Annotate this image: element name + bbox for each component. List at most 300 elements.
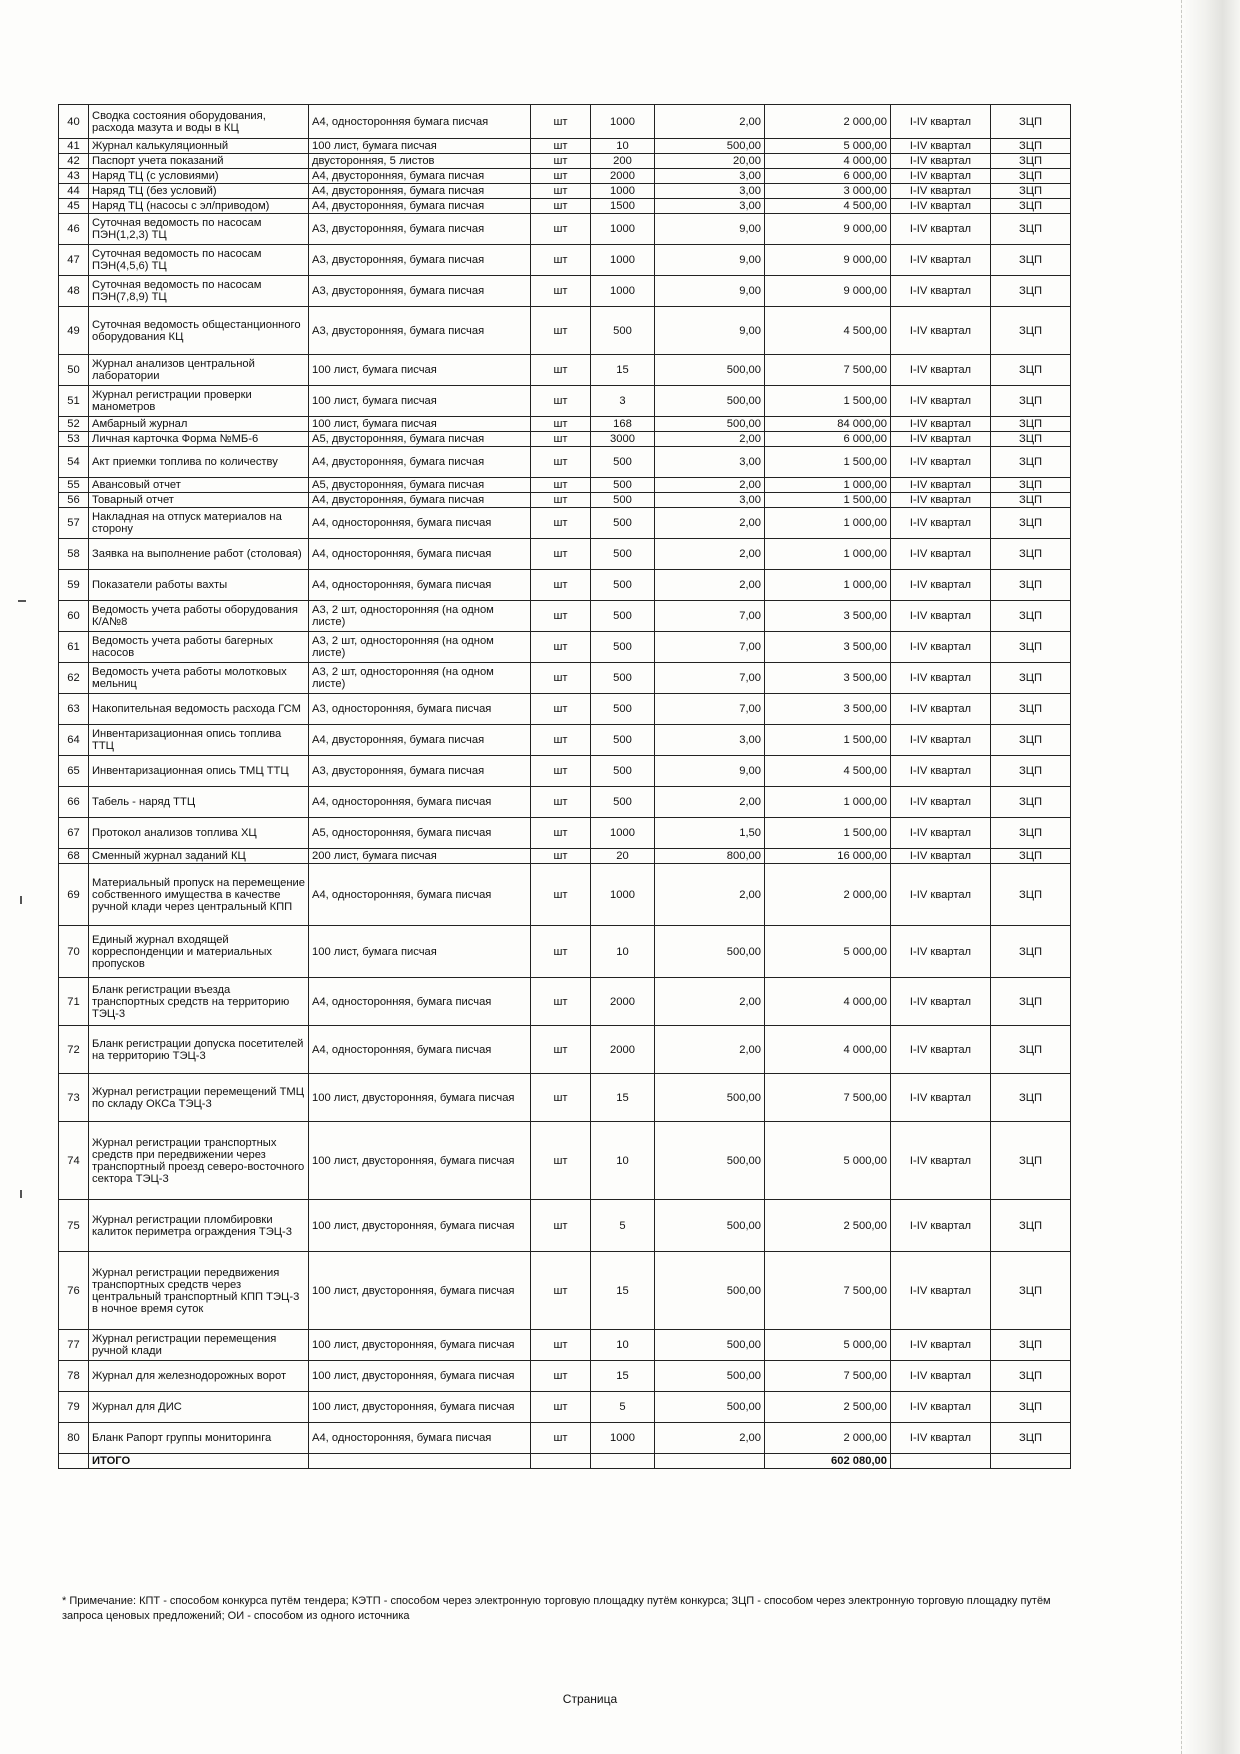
quantity-cell: 1000 (591, 864, 655, 926)
quantity-cell: 500 (591, 632, 655, 663)
delivery-period-cell: I-IV квартал (891, 1423, 991, 1454)
amount-cell: 4 500,00 (765, 756, 891, 787)
delivery-period-cell: I-IV квартал (891, 169, 991, 184)
row-number-cell: 65 (59, 756, 89, 787)
procurement-method-cell: ЗЦП (991, 214, 1071, 245)
unit-price-cell: 500,00 (655, 1392, 765, 1423)
procurement-method-cell: ЗЦП (991, 432, 1071, 447)
procurement-method-cell: ЗЦП (991, 849, 1071, 864)
unit-cell: шт (531, 1200, 591, 1252)
item-name-cell: Заявка на выполнение работ (столовая) (89, 539, 309, 570)
item-name-cell: Сводка состояния оборудования, расхода мазута и воды в КЦ (89, 105, 309, 139)
item-spec-cell: А4, односторонняя, бумага писчая (309, 787, 531, 818)
unit-cell: шт (531, 493, 591, 508)
procurement-method-cell: ЗЦП (991, 570, 1071, 601)
table-row (59, 864, 1071, 926)
unit-price-cell: 9,00 (655, 276, 765, 307)
quantity-cell: 500 (591, 493, 655, 508)
amount-cell: 4 000,00 (765, 154, 891, 169)
quantity-cell: 200 (591, 154, 655, 169)
amount-cell: 5 000,00 (765, 1122, 891, 1200)
quantity-cell: 10 (591, 1122, 655, 1200)
unit-price-cell: 7,00 (655, 632, 765, 663)
row-number-cell: 63 (59, 694, 89, 725)
procurement-method-cell: ЗЦП (991, 245, 1071, 276)
procurement-method-cell: ЗЦП (991, 787, 1071, 818)
quantity-cell: 500 (591, 725, 655, 756)
procurement-method-cell: ЗЦП (991, 139, 1071, 154)
amount-cell: 5 000,00 (765, 139, 891, 154)
table-row (59, 355, 1071, 386)
row-number-cell: 57 (59, 508, 89, 539)
delivery-period-cell: I-IV квартал (891, 105, 991, 139)
quantity-cell: 2000 (591, 169, 655, 184)
unit-cell: шт (531, 1361, 591, 1392)
procurement-method-cell: ЗЦП (991, 307, 1071, 355)
table-row (59, 245, 1071, 276)
total-blank-cell (59, 1454, 89, 1469)
item-spec-cell: А3, 2 шт, односторонняя (на одном листе) (309, 663, 531, 694)
amount-cell: 2 500,00 (765, 1200, 891, 1252)
unit-price-cell: 3,00 (655, 169, 765, 184)
item-name-cell: Амбарный журнал (89, 417, 309, 432)
row-number-cell: 80 (59, 1423, 89, 1454)
table-row (59, 725, 1071, 756)
amount-cell: 1 000,00 (765, 570, 891, 601)
unit-cell: шт (531, 508, 591, 539)
row-number-cell: 78 (59, 1361, 89, 1392)
table-row (59, 663, 1071, 694)
quantity-cell: 500 (591, 478, 655, 493)
quantity-cell: 5 (591, 1392, 655, 1423)
item-spec-cell: 100 лист, бумага писчая (309, 417, 531, 432)
delivery-period-cell: I-IV квартал (891, 570, 991, 601)
item-name-cell: Ведомость учета работы молотковых мельниц (89, 663, 309, 694)
row-number-cell: 79 (59, 1392, 89, 1423)
item-spec-cell: А5, односторонняя, бумага писчая (309, 818, 531, 849)
amount-cell: 1 500,00 (765, 725, 891, 756)
amount-cell: 7 500,00 (765, 355, 891, 386)
item-spec-cell: 200 лист, бумага писчая (309, 849, 531, 864)
row-number-cell: 49 (59, 307, 89, 355)
quantity-cell: 500 (591, 694, 655, 725)
delivery-period-cell: I-IV квартал (891, 139, 991, 154)
unit-price-cell: 2,00 (655, 787, 765, 818)
unit-price-cell: 2,00 (655, 508, 765, 539)
amount-cell: 2 000,00 (765, 1423, 891, 1454)
unit-price-cell: 500,00 (655, 417, 765, 432)
procurement-method-cell: ЗЦП (991, 1330, 1071, 1361)
procurement-table (58, 104, 1071, 1469)
item-spec-cell: А3, 2 шт, односторонняя (на одном листе) (309, 632, 531, 663)
delivery-period-cell: I-IV квартал (891, 276, 991, 307)
item-name-cell: Материальный пропуск на перемещение собственного имущества в качестве ручной клади через центральный КПП (89, 864, 309, 926)
unit-price-cell: 7,00 (655, 663, 765, 694)
amount-cell: 1 000,00 (765, 478, 891, 493)
unit-price-cell: 500,00 (655, 1074, 765, 1122)
procurement-method-cell: ЗЦП (991, 154, 1071, 169)
table-row (59, 1361, 1071, 1392)
table-row (59, 849, 1071, 864)
row-number-cell: 45 (59, 199, 89, 214)
unit-cell: шт (531, 105, 591, 139)
amount-cell: 1 000,00 (765, 787, 891, 818)
row-number-cell: 55 (59, 478, 89, 493)
item-name-cell: Ведомость учета работы багерных насосов (89, 632, 309, 663)
amount-cell: 2 000,00 (765, 864, 891, 926)
item-spec-cell: А3, двусторонняя, бумага писчая (309, 276, 531, 307)
quantity-cell: 5 (591, 1200, 655, 1252)
table-row (59, 276, 1071, 307)
procurement-method-cell: ЗЦП (991, 725, 1071, 756)
total-blank-cell (655, 1454, 765, 1469)
table-row (59, 632, 1071, 663)
unit-cell: шт (531, 276, 591, 307)
quantity-cell: 10 (591, 1330, 655, 1361)
row-number-cell: 61 (59, 632, 89, 663)
item-spec-cell: А3, двусторонняя, бумага писчая (309, 307, 531, 355)
quantity-cell: 10 (591, 926, 655, 978)
item-name-cell: Журнал регистрации транспортных средств при передвижении через транспортный проезд северо-восточного сектора ТЭЦ-3 (89, 1122, 309, 1200)
unit-price-cell: 3,00 (655, 184, 765, 199)
table-row (59, 307, 1071, 355)
amount-cell: 4 500,00 (765, 307, 891, 355)
amount-cell: 6 000,00 (765, 169, 891, 184)
unit-cell: шт (531, 1026, 591, 1074)
unit-cell: шт (531, 386, 591, 417)
unit-price-cell: 2,00 (655, 432, 765, 447)
row-number-cell: 43 (59, 169, 89, 184)
quantity-cell: 500 (591, 447, 655, 478)
procurement-method-cell: ЗЦП (991, 184, 1071, 199)
quantity-cell: 15 (591, 1074, 655, 1122)
delivery-period-cell: I-IV квартал (891, 1361, 991, 1392)
procurement-method-cell: ЗЦП (991, 493, 1071, 508)
item-name-cell: Журнал регистрации проверки манометров (89, 386, 309, 417)
item-name-cell: Инвентаризационная опись ТМЦ ТТЦ (89, 756, 309, 787)
row-number-cell: 67 (59, 818, 89, 849)
delivery-period-cell: I-IV квартал (891, 1074, 991, 1122)
quantity-cell: 168 (591, 417, 655, 432)
item-spec-cell: А4, двусторонняя, бумага писчая (309, 169, 531, 184)
quantity-cell: 15 (591, 1252, 655, 1330)
amount-cell: 7 500,00 (765, 1361, 891, 1392)
procurement-method-cell: ЗЦП (991, 1026, 1071, 1074)
item-name-cell: Суточная ведомость по насосам ПЭН(4,5,6) ТЦ (89, 245, 309, 276)
unit-cell: шт (531, 139, 591, 154)
delivery-period-cell: I-IV квартал (891, 214, 991, 245)
table-row (59, 926, 1071, 978)
item-spec-cell: А4, двусторонняя, бумага писчая (309, 493, 531, 508)
procurement-method-cell: ЗЦП (991, 447, 1071, 478)
unit-cell: шт (531, 570, 591, 601)
item-spec-cell: А4, односторонняя бумага писчая (309, 105, 531, 139)
item-spec-cell: А4, двусторонняя, бумага писчая (309, 184, 531, 199)
delivery-period-cell: I-IV квартал (891, 864, 991, 926)
table-row (59, 978, 1071, 1026)
unit-price-cell: 500,00 (655, 926, 765, 978)
total-label: ИТОГО (89, 1454, 309, 1469)
procurement-method-cell: ЗЦП (991, 417, 1071, 432)
row-number-cell: 76 (59, 1252, 89, 1330)
unit-cell: шт (531, 154, 591, 169)
item-name-cell: Суточная ведомость по насосам ПЭН(1,2,3) ТЦ (89, 214, 309, 245)
row-number-cell: 46 (59, 214, 89, 245)
item-name-cell: Инвентаризационная опись топлива ТТЦ (89, 725, 309, 756)
item-spec-cell: А4, односторонняя, бумага писчая (309, 864, 531, 926)
total-blank-cell (891, 1454, 991, 1469)
delivery-period-cell: I-IV квартал (891, 1200, 991, 1252)
unit-cell: шт (531, 1074, 591, 1122)
amount-cell: 1 000,00 (765, 508, 891, 539)
table-row (59, 1252, 1071, 1330)
table-row (59, 1200, 1071, 1252)
item-name-cell: Акт приемки топлива по количеству (89, 447, 309, 478)
procurement-method-cell: ЗЦП (991, 539, 1071, 570)
unit-cell: шт (531, 694, 591, 725)
procurement-method-cell: ЗЦП (991, 864, 1071, 926)
quantity-cell: 15 (591, 1361, 655, 1392)
table-row (59, 539, 1071, 570)
unit-cell: шт (531, 632, 591, 663)
item-name-cell: Наряд ТЦ (с условиями) (89, 169, 309, 184)
amount-cell: 2 500,00 (765, 1392, 891, 1423)
table-row (59, 601, 1071, 632)
unit-cell: шт (531, 601, 591, 632)
item-name-cell: Ведомость учета работы оборудования К/А№8 (89, 601, 309, 632)
amount-cell: 4 000,00 (765, 978, 891, 1026)
item-name-cell: Авансовый отчет (89, 478, 309, 493)
row-number-cell: 64 (59, 725, 89, 756)
item-name-cell: Сменный журнал заданий КЦ (89, 849, 309, 864)
amount-cell: 9 000,00 (765, 214, 891, 245)
quantity-cell: 2000 (591, 1026, 655, 1074)
quantity-cell: 1000 (591, 818, 655, 849)
row-number-cell: 75 (59, 1200, 89, 1252)
amount-cell: 7 500,00 (765, 1074, 891, 1122)
delivery-period-cell: I-IV квартал (891, 725, 991, 756)
delivery-period-cell: I-IV квартал (891, 1330, 991, 1361)
unit-price-cell: 500,00 (655, 1122, 765, 1200)
delivery-period-cell: I-IV квартал (891, 601, 991, 632)
item-name-cell: Накопительная ведомость расхода ГСМ (89, 694, 309, 725)
row-number-cell: 44 (59, 184, 89, 199)
table-row (59, 447, 1071, 478)
unit-price-cell: 2,00 (655, 978, 765, 1026)
table-row (59, 1122, 1071, 1200)
quantity-cell: 20 (591, 849, 655, 864)
scan-mark (20, 896, 22, 904)
procurement-method-cell: ЗЦП (991, 105, 1071, 139)
unit-cell: шт (531, 978, 591, 1026)
table-row (59, 1423, 1071, 1454)
total-amount: 602 080,00 (765, 1454, 891, 1469)
delivery-period-cell: I-IV квартал (891, 978, 991, 1026)
procurement-method-cell: ЗЦП (991, 169, 1071, 184)
delivery-period-cell: I-IV квартал (891, 508, 991, 539)
quantity-cell: 1000 (591, 276, 655, 307)
delivery-period-cell: I-IV квартал (891, 1392, 991, 1423)
amount-cell: 1 000,00 (765, 539, 891, 570)
procurement-method-cell: ЗЦП (991, 632, 1071, 663)
table-row (59, 105, 1071, 139)
scan-edge (1181, 0, 1240, 1754)
unit-cell: шт (531, 307, 591, 355)
unit-cell: шт (531, 214, 591, 245)
quantity-cell: 1000 (591, 1423, 655, 1454)
procurement-method-cell: ЗЦП (991, 1423, 1071, 1454)
procurement-method-cell: ЗЦП (991, 386, 1071, 417)
item-spec-cell: А4, односторонняя, бумага писчая (309, 978, 531, 1026)
delivery-period-cell: I-IV квартал (891, 1252, 991, 1330)
total-blank-cell (531, 1454, 591, 1469)
row-number-cell: 59 (59, 570, 89, 601)
delivery-period-cell: I-IV квартал (891, 245, 991, 276)
table-row (59, 570, 1071, 601)
item-spec-cell: 100 лист, двусторонняя, бумага писчая (309, 1074, 531, 1122)
unit-cell: шт (531, 478, 591, 493)
row-number-cell: 56 (59, 493, 89, 508)
unit-cell: шт (531, 539, 591, 570)
item-name-cell: Бланк Рапорт группы мониторинга (89, 1423, 309, 1454)
item-name-cell: Журнал регистрации пломбировки калиток периметра ограждения ТЭЦ-3 (89, 1200, 309, 1252)
item-name-cell: Табель - наряд ТТЦ (89, 787, 309, 818)
unit-cell: шт (531, 199, 591, 214)
row-number-cell: 73 (59, 1074, 89, 1122)
unit-price-cell: 800,00 (655, 849, 765, 864)
delivery-period-cell: I-IV квартал (891, 355, 991, 386)
row-number-cell: 69 (59, 864, 89, 926)
table-row (59, 169, 1071, 184)
unit-price-cell: 9,00 (655, 307, 765, 355)
row-number-cell: 66 (59, 787, 89, 818)
item-spec-cell: А4, односторонняя, бумага писчая (309, 1423, 531, 1454)
delivery-period-cell: I-IV квартал (891, 154, 991, 169)
item-spec-cell: А5, двусторонняя, бумага писчая (309, 432, 531, 447)
row-number-cell: 70 (59, 926, 89, 978)
procurement-method-cell: ЗЦП (991, 1074, 1071, 1122)
unit-price-cell: 500,00 (655, 139, 765, 154)
amount-cell: 5 000,00 (765, 1330, 891, 1361)
item-spec-cell: 100 лист, бумага писчая (309, 355, 531, 386)
row-number-cell: 68 (59, 849, 89, 864)
quantity-cell: 3 (591, 386, 655, 417)
unit-price-cell: 9,00 (655, 214, 765, 245)
quantity-cell: 15 (591, 355, 655, 386)
item-spec-cell: 100 лист, двусторонняя, бумага писчая (309, 1392, 531, 1423)
quantity-cell: 500 (591, 756, 655, 787)
procurement-method-cell: ЗЦП (991, 508, 1071, 539)
row-number-cell: 54 (59, 447, 89, 478)
quantity-cell: 1000 (591, 184, 655, 199)
table-row (59, 1074, 1071, 1122)
table-row (59, 139, 1071, 154)
procurement-method-cell: ЗЦП (991, 663, 1071, 694)
item-name-cell: Журнал для ДИС (89, 1392, 309, 1423)
item-name-cell: Суточная ведомость общестанционного оборудования КЦ (89, 307, 309, 355)
row-number-cell: 47 (59, 245, 89, 276)
amount-cell: 3 500,00 (765, 663, 891, 694)
delivery-period-cell: I-IV квартал (891, 1026, 991, 1074)
row-number-cell: 51 (59, 386, 89, 417)
delivery-period-cell: I-IV квартал (891, 539, 991, 570)
item-name-cell: Бланк регистрации допуска посетителей на территорию ТЭЦ-3 (89, 1026, 309, 1074)
unit-cell: шт (531, 1252, 591, 1330)
row-number-cell: 71 (59, 978, 89, 1026)
unit-cell: шт (531, 818, 591, 849)
table-row (59, 493, 1071, 508)
item-spec-cell: 100 лист, бумага писчая (309, 386, 531, 417)
procurement-method-cell: ЗЦП (991, 601, 1071, 632)
total-row (59, 1454, 1071, 1469)
scan-mark (20, 1190, 22, 1198)
row-number-cell: 74 (59, 1122, 89, 1200)
unit-cell: шт (531, 849, 591, 864)
quantity-cell: 500 (591, 539, 655, 570)
item-spec-cell: А4, двусторонняя, бумага писчая (309, 199, 531, 214)
delivery-period-cell: I-IV квартал (891, 478, 991, 493)
amount-cell: 2 000,00 (765, 105, 891, 139)
item-name-cell: Наряд ТЦ (без условий) (89, 184, 309, 199)
table-row (59, 787, 1071, 818)
delivery-period-cell: I-IV квартал (891, 756, 991, 787)
item-name-cell: Паспорт учета показаний (89, 154, 309, 169)
procurement-method-cell: ЗЦП (991, 1200, 1071, 1252)
unit-price-cell: 1,50 (655, 818, 765, 849)
item-name-cell: Журнал для железнодорожных ворот (89, 1361, 309, 1392)
quantity-cell: 10 (591, 139, 655, 154)
item-name-cell: Журнал калькуляционный (89, 139, 309, 154)
table-row (59, 432, 1071, 447)
unit-cell: шт (531, 1392, 591, 1423)
delivery-period-cell: I-IV квартал (891, 1122, 991, 1200)
total-blank-cell (591, 1454, 655, 1469)
procurement-method-cell: ЗЦП (991, 926, 1071, 978)
unit-price-cell: 9,00 (655, 756, 765, 787)
unit-cell: шт (531, 864, 591, 926)
unit-cell: шт (531, 355, 591, 386)
procurement-method-cell: ЗЦП (991, 756, 1071, 787)
amount-cell: 7 500,00 (765, 1252, 891, 1330)
table-row (59, 1330, 1071, 1361)
procurement-method-cell: ЗЦП (991, 199, 1071, 214)
amount-cell: 16 000,00 (765, 849, 891, 864)
row-number-cell: 72 (59, 1026, 89, 1074)
unit-price-cell: 3,00 (655, 447, 765, 478)
row-number-cell: 42 (59, 154, 89, 169)
unit-price-cell: 500,00 (655, 1200, 765, 1252)
quantity-cell: 500 (591, 787, 655, 818)
procurement-method-cell: ЗЦП (991, 978, 1071, 1026)
table-row (59, 756, 1071, 787)
unit-price-cell: 7,00 (655, 601, 765, 632)
item-name-cell: Журнал регистрации передвижения транспортных средств через центральный транспортный КПП ТЭЦ-3 в ночное время суток (89, 1252, 309, 1330)
procurement-method-cell: ЗЦП (991, 1122, 1071, 1200)
unit-cell: шт (531, 169, 591, 184)
procurement-method-cell: ЗЦП (991, 1392, 1071, 1423)
delivery-period-cell: I-IV квартал (891, 432, 991, 447)
item-spec-cell: А4, односторонняя, бумага писчая (309, 570, 531, 601)
unit-cell: шт (531, 432, 591, 447)
unit-price-cell: 500,00 (655, 1330, 765, 1361)
row-number-cell: 48 (59, 276, 89, 307)
quantity-cell: 2000 (591, 978, 655, 1026)
row-number-cell: 52 (59, 417, 89, 432)
item-name-cell: Товарный отчет (89, 493, 309, 508)
amount-cell: 3 500,00 (765, 601, 891, 632)
unit-price-cell: 3,00 (655, 725, 765, 756)
row-number-cell: 60 (59, 601, 89, 632)
